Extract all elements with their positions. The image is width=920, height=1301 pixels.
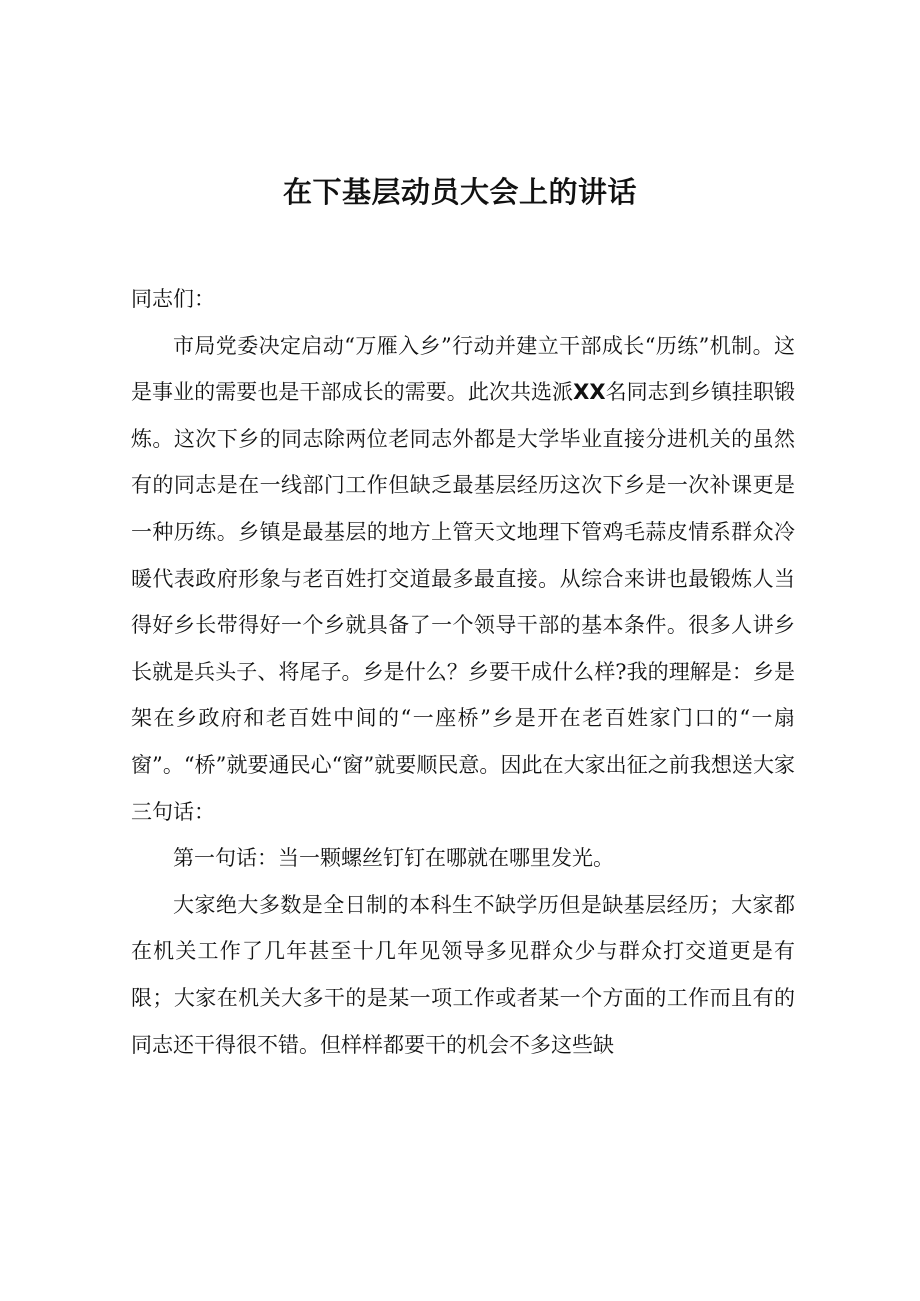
placeholder-count: XX — [573, 380, 606, 405]
opening-paragraph-text-2: 名同志到乡镇挂职锻炼。这次下乡的同志除两位老同志外都是大学毕业直接分进机关的虽然有的同志是在一线部门工作但缺乏最基层经历这次下乡是一次补课更是一种历练。乡镇是最基层的地方上管天文地理下管鸡毛蒜皮情系群众冷暖代表政府形象与老百姓打交道最多最直接。从综合来讲也最锻炼人当得好乡长带得好一个乡就具备了一个领导干部的基本条件。很多人讲乡长就是兵头子、将尾子。乡是什么？乡要干成什么样?我的理解是：乡是架在乡政府和老百姓中间的“一座桥”乡是开在老百姓家门口的“一扇窗”。“桥”就要通民心“窗”就要顺民意。因此在大家出征之前我想送大家三句话： — [131, 380, 795, 824]
document-title: 在下基层动员大会上的讲话 — [282, 175, 637, 209]
opening-paragraph-text-1: 市局党委决定启动“万雁入乡”行动并建立干部成长“历练”机制。这是事业的需要也是干部成长的需要。此次共选派 — [131, 333, 795, 405]
document-body — [131, 276, 795, 1068]
opening-paragraph — [131, 323, 795, 836]
salutation: 同志们： — [131, 287, 215, 311]
first-saying-heading: 第一句话：当一颗螺丝钉钉在哪就在哪里发光。 — [173, 846, 614, 871]
closing-paragraph: 大家绝大多数是全日制的本科生不缺学历但是缺基层经历；大家都在机关工作了几年甚至十几年见领导多见群众少与群众打交道更是有限；大家在机关大多干的是某一项工作或者某一个方面的工作而且有的同志还干得很不错。但样样都要干的机会不多这些缺 — [131, 892, 795, 1057]
